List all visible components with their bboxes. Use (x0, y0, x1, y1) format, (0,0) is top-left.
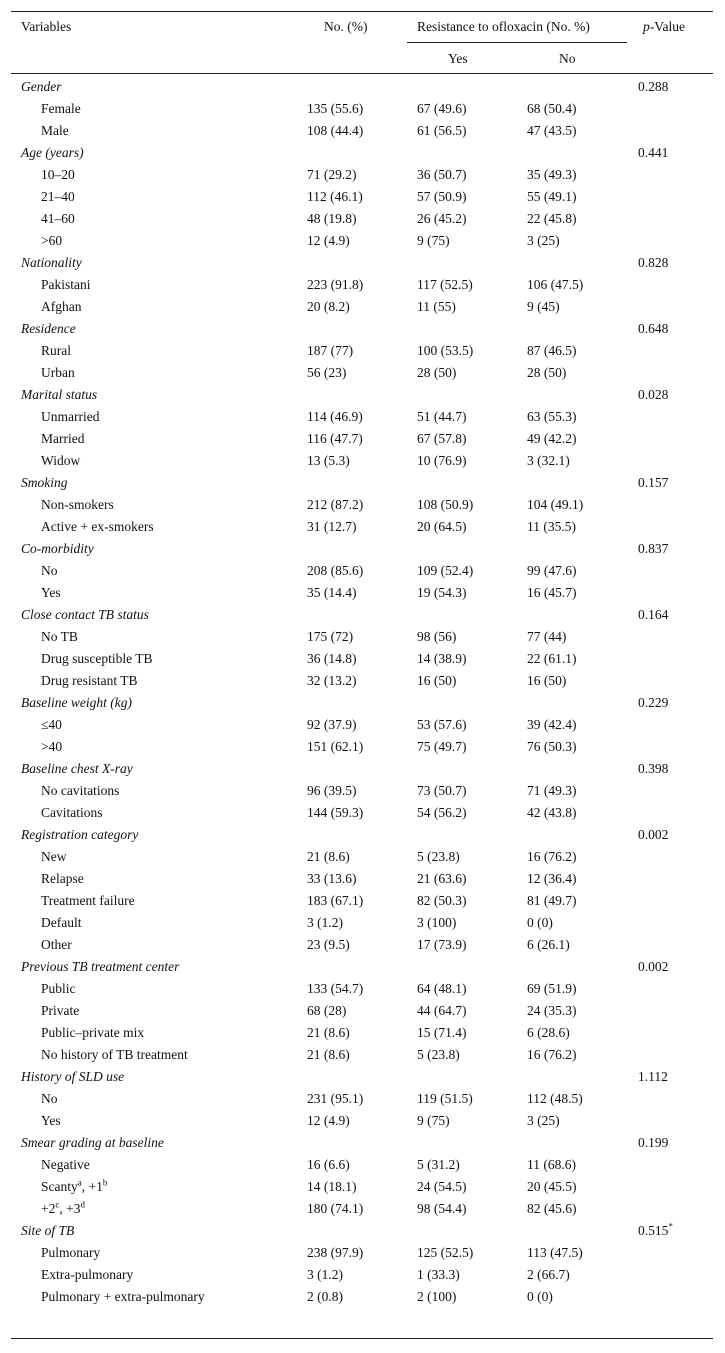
row-label: 10–20 (41, 167, 75, 182)
table-row (11, 890, 713, 912)
count-cell: 21 (8.6) (307, 1025, 350, 1040)
table-row (11, 208, 713, 230)
resistant-yes-cell: 109 (52.4) (417, 563, 474, 578)
table-row (11, 406, 713, 428)
resistant-yes-cell: 14 (38.9) (417, 651, 467, 666)
count-cell: 23 (9.5) (307, 937, 350, 952)
category-row (11, 1066, 713, 1088)
row-label: No TB (41, 629, 78, 644)
p-value: 0.828 (638, 255, 669, 270)
count-cell: 21 (8.6) (307, 1047, 350, 1062)
count-cell: 208 (85.6) (307, 563, 364, 578)
count-cell: 32 (13.2) (307, 673, 357, 688)
count-cell: 21 (8.6) (307, 849, 350, 864)
row-label: Pulmonary + extra-pulmonary (41, 1289, 205, 1304)
resistant-no-cell: 6 (28.6) (527, 1025, 570, 1040)
category-label: Previous TB treatment center (21, 959, 180, 974)
category-label: Close contact TB status (21, 607, 149, 622)
resistant-yes-cell: 5 (31.2) (417, 1157, 460, 1172)
resistant-yes-cell: 19 (54.3) (417, 585, 467, 600)
resistant-no-cell: 22 (45.8) (527, 211, 577, 226)
resistant-yes-cell: 117 (52.5) (417, 277, 473, 292)
category-row (11, 956, 713, 978)
resistant-yes-cell: 82 (50.3) (417, 893, 467, 908)
table-row (11, 1000, 713, 1022)
table-row (11, 362, 713, 384)
row-label: Drug susceptible TB (41, 651, 153, 666)
count-cell: 48 (19.8) (307, 211, 357, 226)
resistant-no-cell: 68 (50.4) (527, 101, 577, 116)
resistant-no-cell: 99 (47.6) (527, 563, 577, 578)
p-value: 0.002 (638, 827, 669, 842)
table-row (11, 912, 713, 934)
table-row (11, 802, 713, 824)
header-no: No (559, 51, 576, 66)
category-row (11, 1132, 713, 1154)
count-cell: 12 (4.9) (307, 233, 350, 248)
count-cell: 183 (67.1) (307, 893, 364, 908)
resistant-no-cell: 81 (49.7) (527, 893, 577, 908)
p-value: 0.229 (638, 695, 669, 710)
table-row (11, 670, 713, 692)
count-cell: 212 (87.2) (307, 497, 364, 512)
row-label: Urban (41, 365, 75, 380)
resistant-no-cell: 11 (35.5) (527, 519, 576, 534)
table-bottom-rule (11, 1338, 713, 1339)
header-no-pct: No. (%) (324, 19, 368, 34)
resistant-yes-cell: 57 (50.9) (417, 189, 467, 204)
resistant-no-cell: 28 (50) (527, 365, 567, 380)
resistant-no-cell: 55 (49.1) (527, 189, 577, 204)
p-value: 0.028 (638, 387, 669, 402)
row-label: Cavitations (41, 805, 103, 820)
resistant-yes-cell: 36 (50.7) (417, 167, 467, 182)
table-row (11, 648, 713, 670)
resistant-yes-cell: 24 (54.5) (417, 1179, 467, 1194)
resistant-no-cell: 0 (0) (527, 1289, 553, 1304)
resistant-yes-cell: 125 (52.5) (417, 1245, 474, 1260)
resistant-yes-cell: 61 (56.5) (417, 123, 467, 138)
count-cell: 33 (13.6) (307, 871, 357, 886)
resistant-yes-cell: 15 (71.4) (417, 1025, 467, 1040)
count-cell: 108 (44.4) (307, 123, 364, 138)
header-resistance: Resistance to ofloxacin (No. %) (417, 19, 590, 34)
count-cell: 116 (47.7) (307, 431, 363, 446)
resistant-no-cell: 3 (25) (527, 233, 560, 248)
resistant-no-cell: 69 (51.9) (527, 981, 577, 996)
resistant-no-cell: 77 (44) (527, 629, 567, 644)
category-label: Residence (21, 321, 76, 336)
category-row (11, 472, 713, 494)
resistant-no-cell: 35 (49.3) (527, 167, 577, 182)
count-cell: 151 (62.1) (307, 739, 364, 754)
resistant-no-cell: 39 (42.4) (527, 717, 577, 732)
resistant-no-cell: 16 (76.2) (527, 1047, 577, 1062)
table-row (11, 164, 713, 186)
table-row (11, 340, 713, 362)
table-row (11, 296, 713, 318)
resistant-yes-cell: 53 (57.6) (417, 717, 467, 732)
p-value: 1.112 (638, 1069, 668, 1084)
table-row (11, 1176, 713, 1198)
resistant-yes-cell: 108 (50.9) (417, 497, 474, 512)
table-row (11, 274, 713, 296)
row-label: Public–private mix (41, 1025, 145, 1040)
table-row (11, 494, 713, 516)
category-row (11, 692, 713, 714)
table-row (11, 1286, 713, 1308)
table-row (11, 934, 713, 956)
row-label: 41–60 (41, 211, 75, 226)
resistant-yes-cell: 67 (49.6) (417, 101, 467, 116)
resistant-no-cell: 11 (68.6) (527, 1157, 576, 1172)
count-cell: 135 (55.6) (307, 101, 364, 116)
p-value: 0.288 (638, 79, 669, 94)
resistant-yes-cell: 17 (73.9) (417, 937, 467, 952)
count-cell: 31 (12.7) (307, 519, 357, 534)
p-value: 0.164 (638, 607, 669, 622)
resistant-yes-cell: 16 (50) (417, 673, 457, 688)
resistant-yes-cell: 119 (51.5) (417, 1091, 473, 1106)
table-top-rule (11, 11, 713, 12)
table-row (11, 230, 713, 252)
row-label: Private (41, 1003, 80, 1018)
resistant-no-cell: 76 (50.3) (527, 739, 577, 754)
category-label: Smear grading at baseline (21, 1135, 164, 1150)
count-cell: 112 (46.1) (307, 189, 363, 204)
resistant-yes-cell: 2 (100) (417, 1289, 457, 1304)
resistant-yes-cell: 64 (48.1) (417, 981, 467, 996)
row-label: Extra-pulmonary (41, 1267, 134, 1282)
resistant-yes-cell: 10 (76.9) (417, 453, 467, 468)
header-rule (11, 73, 713, 74)
row-label: New (41, 849, 67, 864)
table-row (11, 780, 713, 802)
resistant-yes-cell: 28 (50) (417, 365, 457, 380)
count-cell: 56 (23) (307, 365, 347, 380)
category-label: Marital status (21, 387, 98, 402)
table-row (11, 450, 713, 472)
p-value: 0.648 (638, 321, 669, 336)
p-value: 0.837 (638, 541, 669, 556)
count-cell: 35 (14.4) (307, 585, 357, 600)
row-label: Active + ex-smokers (41, 519, 154, 534)
resistant-no-cell: 112 (48.5) (527, 1091, 583, 1106)
row-label: No (41, 563, 58, 578)
row-label: Treatment failure (41, 893, 135, 908)
resistant-no-cell: 22 (61.1) (527, 651, 577, 666)
resistant-yes-cell: 100 (53.5) (417, 343, 474, 358)
resistant-yes-cell: 75 (49.7) (417, 739, 467, 754)
category-label: Gender (21, 79, 62, 94)
count-cell: 238 (97.9) (307, 1245, 364, 1260)
header-pvalue: p-Value (643, 19, 685, 34)
table-row (11, 1198, 713, 1220)
count-cell: 114 (46.9) (307, 409, 363, 424)
category-row (11, 318, 713, 340)
count-cell: 71 (29.2) (307, 167, 357, 182)
category-row (11, 758, 713, 780)
resistant-yes-cell: 1 (33.3) (417, 1267, 460, 1282)
resistant-yes-cell: 51 (44.7) (417, 409, 467, 424)
row-label: Widow (41, 453, 81, 468)
table-row (11, 846, 713, 868)
count-cell: 3 (1.2) (307, 915, 343, 930)
count-cell: 180 (74.1) (307, 1201, 364, 1216)
category-row (11, 604, 713, 626)
row-label: No history of TB treatment (41, 1047, 188, 1062)
resistant-no-cell: 0 (0) (527, 915, 553, 930)
resistant-yes-cell: 73 (50.7) (417, 783, 467, 798)
count-cell: 68 (28) (307, 1003, 347, 1018)
p-value: 0.002 (638, 959, 669, 974)
row-label: Relapse (41, 871, 84, 886)
count-cell: 3 (1.2) (307, 1267, 343, 1282)
row-label: >40 (41, 739, 63, 754)
resistant-yes-cell: 9 (75) (417, 233, 450, 248)
resistant-no-cell: 16 (45.7) (527, 585, 577, 600)
row-label: No (41, 1091, 58, 1106)
table-row (11, 516, 713, 538)
resistant-yes-cell: 67 (57.8) (417, 431, 467, 446)
table-row (11, 978, 713, 1000)
count-cell: 92 (37.9) (307, 717, 357, 732)
row-label: Negative (41, 1157, 90, 1172)
resistant-no-cell: 82 (45.6) (527, 1201, 577, 1216)
table-row (11, 186, 713, 208)
table-row (11, 1088, 713, 1110)
header-sub-rule (407, 42, 627, 43)
category-row (11, 76, 713, 98)
resistant-no-cell: 6 (26.1) (527, 937, 570, 952)
resistant-no-cell: 12 (36.4) (527, 871, 577, 886)
table-row (11, 1264, 713, 1286)
resistant-yes-cell: 11 (55) (417, 299, 456, 314)
row-label: Yes (41, 585, 61, 600)
header-variables: Variables (21, 19, 72, 34)
table-row (11, 560, 713, 582)
row-label: Pulmonary (41, 1245, 101, 1260)
table-row (11, 714, 713, 736)
resistant-yes-cell: 98 (54.4) (417, 1201, 467, 1216)
category-row (11, 252, 713, 274)
table-row (11, 1022, 713, 1044)
row-label: Afghan (41, 299, 82, 314)
resistant-no-cell: 49 (42.2) (527, 431, 577, 446)
p-value: 0.515* (638, 1221, 673, 1238)
row-label: Drug resistant TB (41, 673, 138, 688)
row-label: ≤40 (41, 717, 62, 732)
category-label: Site of TB (21, 1223, 75, 1238)
resistant-yes-cell: 9 (75) (417, 1113, 450, 1128)
resistant-yes-cell: 26 (45.2) (417, 211, 467, 226)
row-label: >60 (41, 233, 63, 248)
resistant-no-cell: 2 (66.7) (527, 1267, 570, 1282)
count-cell: 2 (0.8) (307, 1289, 343, 1304)
count-cell: 20 (8.2) (307, 299, 350, 314)
p-value: 0.199 (638, 1135, 669, 1150)
count-cell: 144 (59.3) (307, 805, 364, 820)
category-label: History of SLD use (21, 1069, 125, 1084)
category-label: Smoking (21, 475, 68, 490)
resistant-no-cell: 3 (25) (527, 1113, 560, 1128)
table-row (11, 1110, 713, 1132)
resistant-no-cell: 104 (49.1) (527, 497, 584, 512)
resistant-yes-cell: 5 (23.8) (417, 849, 460, 864)
row-label: Non-smokers (41, 497, 114, 512)
resistant-no-cell: 113 (47.5) (527, 1245, 583, 1260)
p-value: 0.441 (638, 145, 669, 160)
table-row (11, 736, 713, 758)
resistant-yes-cell: 44 (64.7) (417, 1003, 467, 1018)
table-row (11, 98, 713, 120)
category-row (11, 538, 713, 560)
count-cell: 36 (14.8) (307, 651, 357, 666)
row-label: 21–40 (41, 189, 75, 204)
category-label: Baseline chest X-ray (21, 761, 133, 776)
p-value: 0.398 (638, 761, 669, 776)
row-label: Scanty$^a$, $+1^b$ (41, 1177, 108, 1194)
count-cell: 175 (72) (307, 629, 354, 644)
category-row (11, 384, 713, 406)
category-label: Baseline weight (kg) (21, 695, 132, 710)
table-row (11, 1154, 713, 1176)
resistant-yes-cell: 54 (56.2) (417, 805, 467, 820)
resistant-no-cell: 42 (43.8) (527, 805, 577, 820)
header-yes: Yes (448, 51, 468, 66)
count-cell: 96 (39.5) (307, 783, 357, 798)
table-row (11, 120, 713, 142)
resistant-no-cell: 87 (46.5) (527, 343, 577, 358)
resistant-yes-cell: 98 (56) (417, 629, 457, 644)
row-label: Default (41, 915, 82, 930)
category-label: Registration category (21, 827, 139, 842)
p-value: 0.157 (638, 475, 669, 490)
row-label: Rural (41, 343, 71, 358)
row-label: Female (41, 101, 81, 116)
table-row (11, 1242, 713, 1264)
resistant-no-cell: 24 (35.3) (527, 1003, 577, 1018)
count-cell: 16 (6.6) (307, 1157, 350, 1172)
row-label: No cavitations (41, 783, 120, 798)
table-row (11, 582, 713, 604)
resistant-yes-cell: 3 (100) (417, 915, 457, 930)
category-label: Nationality (21, 255, 82, 270)
row-label: Male (41, 123, 69, 138)
table-row (11, 428, 713, 450)
row-label: Married (41, 431, 85, 446)
resistant-yes-cell: 5 (23.8) (417, 1047, 460, 1062)
row-label: Yes (41, 1113, 61, 1128)
count-cell: 231 (95.1) (307, 1091, 364, 1106)
category-row (11, 142, 713, 164)
count-cell: 187 (77) (307, 343, 354, 358)
resistant-no-cell: 63 (55.3) (527, 409, 577, 424)
count-cell: 14 (18.1) (307, 1179, 357, 1194)
resistant-no-cell: 106 (47.5) (527, 277, 584, 292)
category-label: Age (years) (21, 145, 84, 160)
row-label: Public (41, 981, 76, 996)
resistant-no-cell: 3 (32.1) (527, 453, 570, 468)
resistant-yes-cell: 20 (64.5) (417, 519, 467, 534)
resistant-no-cell: 20 (45.5) (527, 1179, 577, 1194)
resistant-no-cell: 47 (43.5) (527, 123, 577, 138)
count-cell: 12 (4.9) (307, 1113, 350, 1128)
count-cell: 223 (91.8) (307, 277, 364, 292)
category-row (11, 1220, 713, 1242)
table-row (11, 626, 713, 648)
row-label: Other (41, 937, 72, 952)
resistant-no-cell: 9 (45) (527, 299, 560, 314)
resistant-no-cell: 71 (49.3) (527, 783, 577, 798)
table-row (11, 868, 713, 890)
row-label: Pakistani (41, 277, 91, 292)
resistant-no-cell: 16 (76.2) (527, 849, 577, 864)
row-label: $+2^c$, $+3^d$ (41, 1199, 85, 1216)
category-label: Co-morbidity (21, 541, 94, 556)
count-cell: 133 (54.7) (307, 981, 364, 996)
count-cell: 13 (5.3) (307, 453, 350, 468)
row-label: Unmarried (41, 409, 100, 424)
resistant-yes-cell: 21 (63.6) (417, 871, 467, 886)
table-row (11, 1044, 713, 1066)
category-row (11, 824, 713, 846)
resistant-no-cell: 16 (50) (527, 673, 567, 688)
